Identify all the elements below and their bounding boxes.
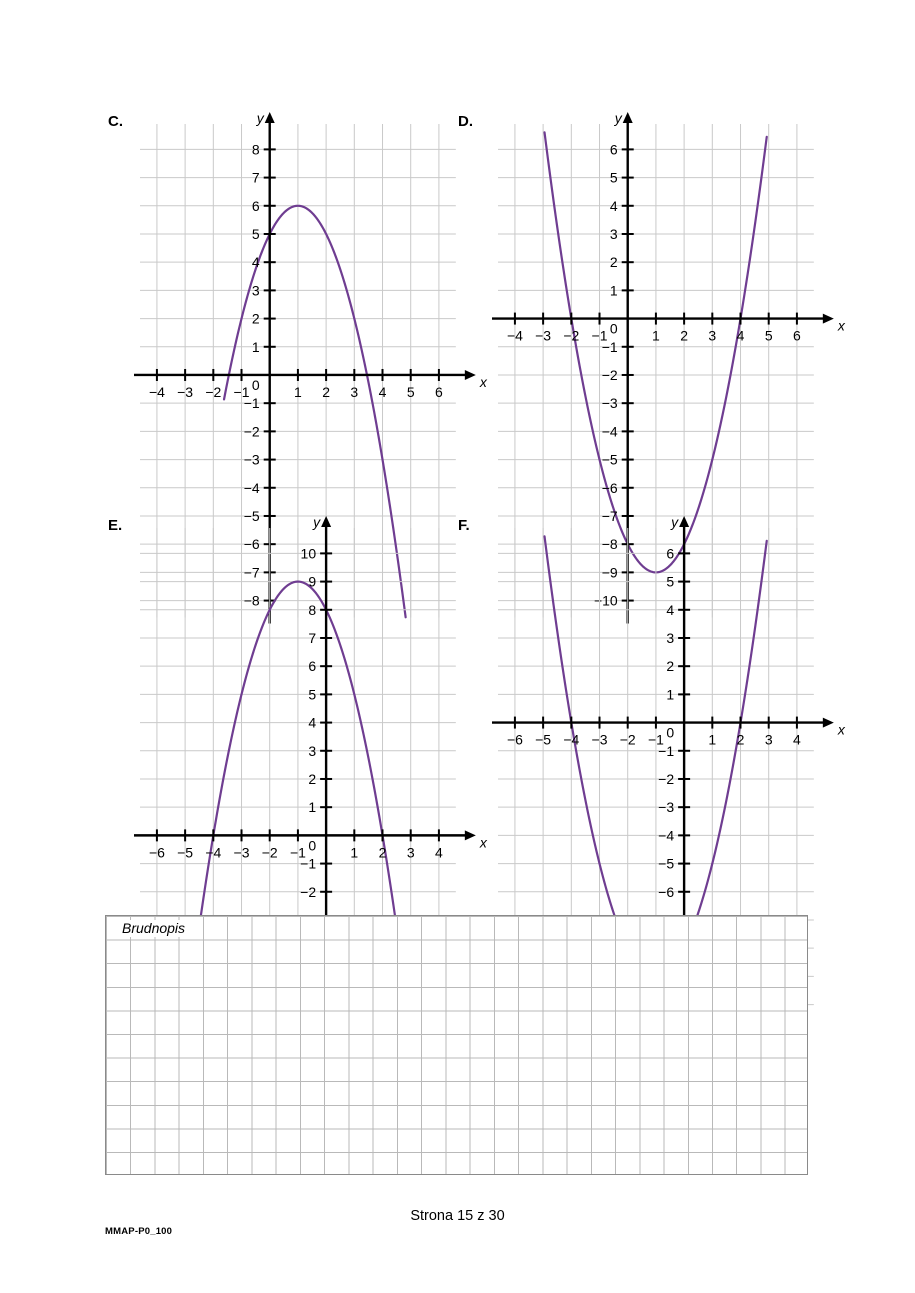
svg-text:−1: −1 bbox=[601, 338, 618, 355]
svg-text:−9: −9 bbox=[601, 564, 618, 581]
svg-text:−4: −4 bbox=[601, 423, 618, 440]
origin-label: 0 bbox=[666, 724, 675, 741]
x-axis-label: x bbox=[479, 373, 487, 390]
svg-text:−1: −1 bbox=[233, 383, 250, 400]
svg-text:4: 4 bbox=[736, 327, 745, 344]
svg-text:1: 1 bbox=[308, 799, 317, 816]
svg-text:1: 1 bbox=[666, 686, 675, 703]
y-axis-label: y bbox=[256, 110, 264, 127]
svg-text:2: 2 bbox=[251, 310, 260, 327]
svg-text:−2: −2 bbox=[658, 770, 675, 787]
chart-d bbox=[450, 108, 845, 609]
svg-text:−1: −1 bbox=[591, 327, 608, 344]
svg-text:−5: −5 bbox=[658, 855, 675, 872]
chart-f-label: F. bbox=[458, 517, 470, 534]
svg-text:6: 6 bbox=[793, 327, 801, 344]
svg-text:2: 2 bbox=[736, 731, 745, 748]
svg-text:1: 1 bbox=[350, 844, 359, 861]
svg-text:−1: −1 bbox=[658, 742, 675, 759]
svg-text:−3: −3 bbox=[177, 383, 194, 400]
svg-text:−1: −1 bbox=[647, 731, 664, 748]
y-axis-label: y bbox=[614, 110, 622, 127]
svg-text:8: 8 bbox=[251, 141, 260, 158]
svg-text:5: 5 bbox=[609, 169, 618, 186]
origin-label: 0 bbox=[308, 837, 317, 854]
svg-text:2: 2 bbox=[322, 383, 331, 400]
svg-text:1: 1 bbox=[652, 327, 660, 344]
scratch-area-label: Brudnopis bbox=[120, 920, 189, 937]
svg-text:−4: −4 bbox=[563, 731, 580, 748]
svg-text:−2: −2 bbox=[300, 883, 317, 900]
svg-text:−4: −4 bbox=[243, 479, 260, 496]
svg-text:−6: −6 bbox=[601, 479, 618, 496]
svg-text:4: 4 bbox=[251, 254, 260, 271]
svg-text:5: 5 bbox=[666, 573, 675, 590]
svg-text:−1: −1 bbox=[243, 395, 260, 412]
svg-text:4: 4 bbox=[609, 197, 618, 214]
y-axis-label: y bbox=[671, 514, 679, 531]
svg-text:−6: −6 bbox=[658, 883, 675, 900]
svg-text:−3: −3 bbox=[535, 327, 552, 344]
svg-text:−6: −6 bbox=[506, 731, 523, 748]
svg-text:−2: −2 bbox=[601, 366, 618, 383]
svg-text:5: 5 bbox=[308, 686, 317, 703]
svg-text:−3: −3 bbox=[601, 395, 618, 412]
chart-d-label: D. bbox=[458, 113, 473, 130]
svg-text:−2: −2 bbox=[261, 844, 278, 861]
svg-text:−4: −4 bbox=[658, 827, 675, 844]
svg-text:7: 7 bbox=[251, 169, 260, 186]
origin-label: 0 bbox=[609, 320, 618, 337]
svg-text:1: 1 bbox=[294, 383, 302, 400]
svg-text:1: 1 bbox=[251, 338, 260, 355]
svg-text:5: 5 bbox=[406, 383, 415, 400]
svg-text:2: 2 bbox=[666, 658, 675, 675]
x-axis-label: x bbox=[837, 721, 845, 738]
svg-text:3: 3 bbox=[251, 282, 260, 299]
svg-text:−5: −5 bbox=[601, 451, 618, 468]
svg-text:3: 3 bbox=[764, 731, 773, 748]
svg-text:5: 5 bbox=[251, 225, 260, 242]
svg-text:−7: −7 bbox=[601, 507, 618, 524]
svg-text:9: 9 bbox=[308, 573, 317, 590]
chart-e-label: E. bbox=[108, 517, 123, 534]
svg-text:−10: −10 bbox=[593, 592, 618, 609]
svg-text:4: 4 bbox=[793, 731, 801, 748]
svg-text:5: 5 bbox=[764, 327, 773, 344]
svg-text:−6: −6 bbox=[243, 536, 260, 553]
svg-text:−3: −3 bbox=[591, 731, 608, 748]
svg-text:−2: −2 bbox=[205, 383, 222, 400]
svg-text:4: 4 bbox=[435, 844, 443, 861]
svg-text:1: 1 bbox=[708, 731, 717, 748]
svg-text:−6: −6 bbox=[148, 844, 165, 861]
svg-text:−1: −1 bbox=[300, 855, 317, 872]
svg-text:−5: −5 bbox=[535, 731, 552, 748]
svg-text:−8: −8 bbox=[243, 592, 260, 609]
svg-text:−4: −4 bbox=[506, 327, 523, 344]
svg-text:2: 2 bbox=[378, 844, 387, 861]
svg-text:4: 4 bbox=[308, 714, 317, 731]
svg-text:−8: −8 bbox=[601, 536, 618, 553]
chart-c-label: C. bbox=[108, 113, 123, 130]
svg-text:3: 3 bbox=[308, 742, 317, 759]
svg-text:2: 2 bbox=[308, 770, 317, 787]
svg-text:6: 6 bbox=[666, 545, 675, 562]
origin-label: 0 bbox=[251, 376, 260, 393]
svg-text:−3: −3 bbox=[233, 844, 250, 861]
svg-text:−2: −2 bbox=[243, 423, 260, 440]
svg-text:1: 1 bbox=[609, 282, 618, 299]
x-axis-label: x bbox=[479, 834, 487, 851]
document-code: MMAP-P0_100 bbox=[105, 1226, 173, 1237]
page-number: Strona 15 z 30 bbox=[410, 1208, 505, 1224]
svg-text:−4: −4 bbox=[205, 844, 222, 861]
svg-text:−5: −5 bbox=[177, 844, 194, 861]
chart-e bbox=[100, 512, 487, 900]
y-axis-label: y bbox=[313, 514, 321, 531]
chart-f bbox=[450, 512, 845, 900]
svg-text:3: 3 bbox=[708, 327, 717, 344]
svg-text:6: 6 bbox=[435, 383, 443, 400]
svg-text:3: 3 bbox=[609, 225, 618, 242]
svg-text:4: 4 bbox=[666, 601, 675, 618]
svg-text:−4: −4 bbox=[148, 383, 165, 400]
svg-text:−7: −7 bbox=[243, 564, 260, 581]
svg-text:6: 6 bbox=[251, 197, 260, 214]
svg-text:2: 2 bbox=[609, 254, 618, 271]
svg-text:10: 10 bbox=[300, 545, 317, 562]
svg-text:−3: −3 bbox=[243, 451, 260, 468]
svg-text:8: 8 bbox=[308, 601, 317, 618]
svg-text:2: 2 bbox=[680, 327, 689, 344]
svg-text:−2: −2 bbox=[619, 731, 636, 748]
svg-text:3: 3 bbox=[406, 844, 415, 861]
svg-text:6: 6 bbox=[308, 658, 317, 675]
svg-text:6: 6 bbox=[609, 141, 618, 158]
svg-text:−3: −3 bbox=[658, 799, 675, 816]
x-axis-label: x bbox=[837, 317, 845, 334]
svg-text:−2: −2 bbox=[563, 327, 580, 344]
svg-text:−1: −1 bbox=[289, 844, 306, 861]
svg-text:3: 3 bbox=[350, 383, 359, 400]
svg-text:7: 7 bbox=[308, 629, 317, 646]
svg-text:−5: −5 bbox=[243, 507, 260, 524]
svg-text:3: 3 bbox=[666, 629, 675, 646]
scratch-area[interactable] bbox=[105, 915, 808, 1175]
svg-text:4: 4 bbox=[378, 383, 387, 400]
